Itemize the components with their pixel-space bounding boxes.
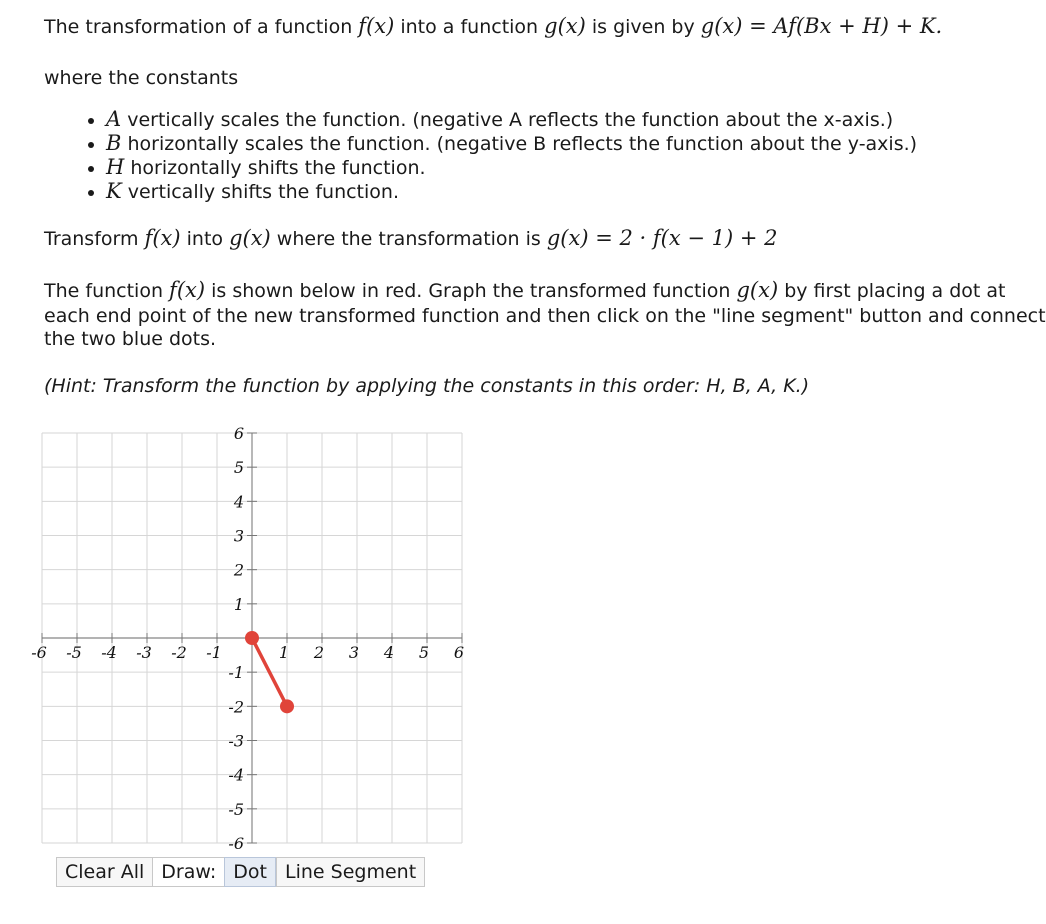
x-tick-label: -4 [101,643,117,662]
y-tick-label: -3 [228,731,244,751]
task-prefix: Transform [44,228,139,250]
intro-gx: g(x) [544,14,586,38]
task-where: where the transformation is [276,228,541,250]
x-tick-label: -6 [31,643,47,662]
task-line [44,226,777,250]
intro-given: is given by [591,16,695,38]
y-tick-label: -2 [228,697,244,717]
constant-item: • A vertically scales the function. (negative A reflects the function about the x-axis.) [106,108,917,132]
intro-mid: into a function [400,16,539,38]
instructions-line-2: each end point of the new transformed function and then click on the "line segment" button and connect [44,305,1046,327]
dot-button[interactable]: Dot [224,857,276,887]
draw-label: Draw: [153,857,224,887]
y-tick-label: -1 [228,663,244,683]
graph-canvas[interactable] [31,424,468,853]
red-endpoint-start [245,631,259,645]
constants-intro: where the constants [44,67,239,89]
hint-text: (Hint: Transform the function by applying the constants in this order: H, B, A, K.) [44,375,810,397]
y-tick-label: 2 [233,560,244,580]
y-tick-label: 6 [233,424,244,443]
constants-list [88,108,917,204]
y-tick-label: 1 [233,594,244,614]
constant-item: • H horizontally shifts the function. [106,156,917,180]
y-tick-label: -4 [228,765,244,785]
task-gx: g(x) [229,226,271,250]
intro-line [44,14,942,38]
y-tick-label: -6 [228,834,244,853]
instructions-line-3: the two blue dots. [44,328,217,350]
task-fx: f(x) [144,226,181,250]
x-tick-label: -3 [136,643,152,662]
clear-all-button[interactable]: Clear All [56,857,153,887]
intro-fx: f(x) [358,14,395,38]
y-tick-label: -5 [228,799,244,819]
x-tick-label: -2 [171,643,187,662]
constant-item: • B horizontally scales the function. (negative B reflects the function about the y-axis.) [106,132,917,156]
line-segment-button[interactable]: Line Segment [276,857,425,887]
y-tick-label: 4 [233,492,244,512]
x-tick-label: 2 [313,643,325,662]
x-tick-label: -1 [206,643,222,662]
instructions-line-1: The function f(x) is shown below in red. Graph the transformed function g(x) by first placing a dot at [44,278,1006,302]
toolbar [56,857,425,887]
task-formula: g(x) = 2 · f(x − 1) + 2 [546,226,778,250]
x-tick-label: 4 [383,643,395,662]
x-tick-label: 5 [418,643,430,662]
y-tick-label: 3 [233,526,244,546]
x-tick-label: -5 [66,643,82,662]
constant-item: • K vertically shifts the function. [106,180,917,204]
y-tick-label: 5 [233,458,244,478]
intro-prefix: The transformation of a function [44,16,353,38]
task-into: into [186,228,224,250]
red-endpoint-end [280,699,294,713]
x-tick-label: 3 [348,643,360,662]
x-tick-label: 6 [453,643,465,662]
x-tick-label: 1 [278,643,290,662]
intro-formula: g(x) = Af(Bx + H) + K. [700,14,943,38]
